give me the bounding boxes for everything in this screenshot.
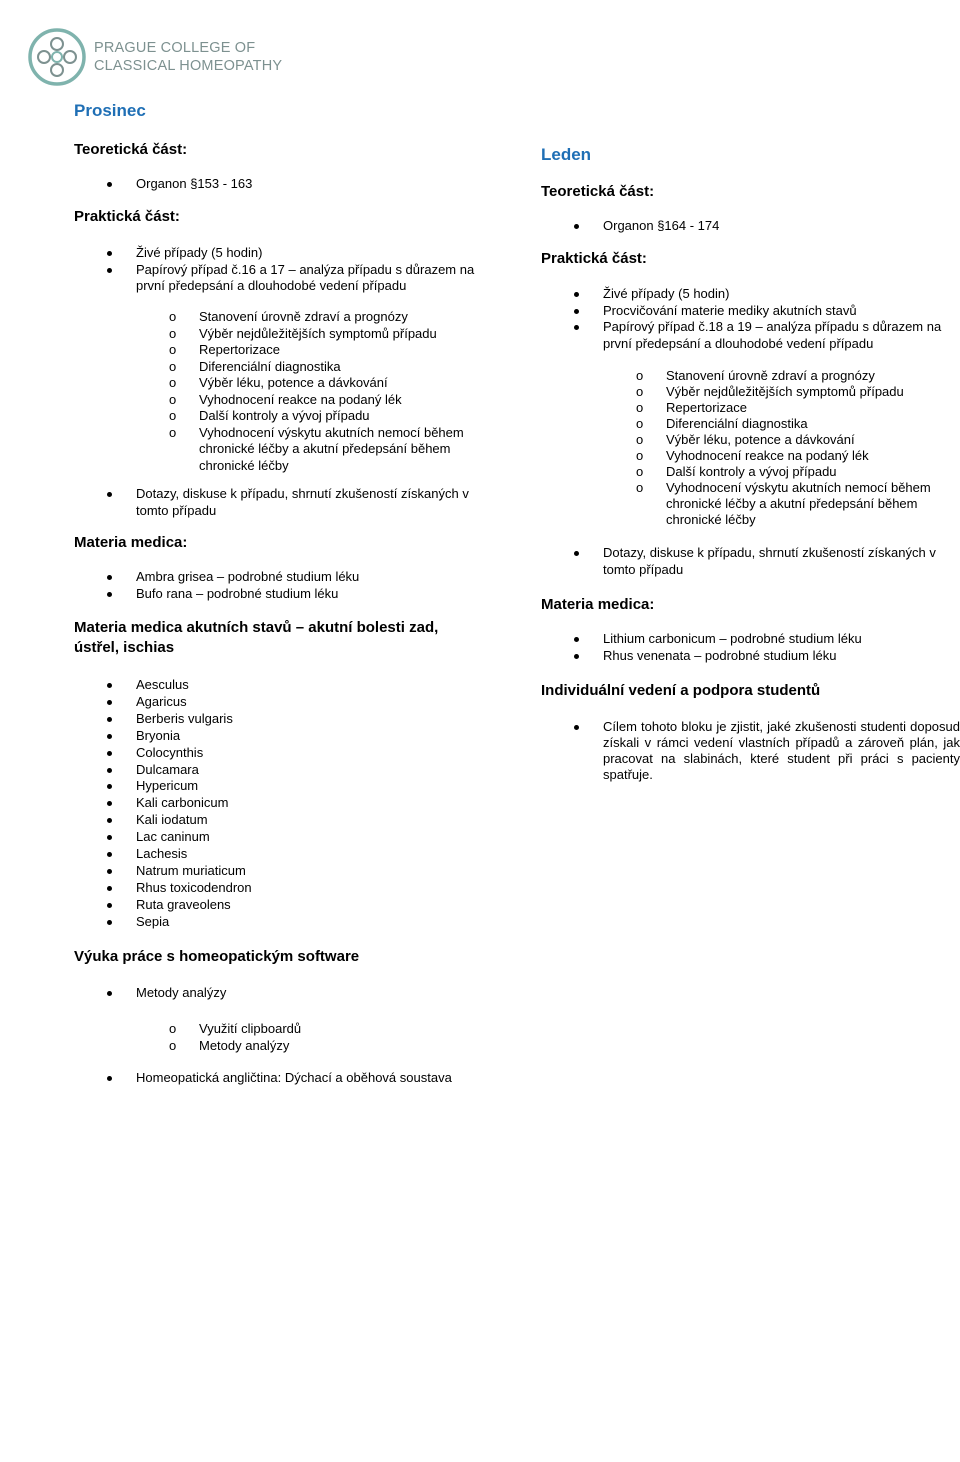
- software-list: [74, 985, 494, 1002]
- list-item: o Vyhodnocení reakce na podaný lék: [74, 392, 494, 409]
- list-item: Ruta graveolens: [74, 897, 494, 914]
- list-item: o Vyhodnocení reakce na podaný lék: [541, 448, 960, 464]
- list-item: Lachesis: [74, 846, 494, 863]
- acute-heading: Materia medica akutních stavů – akutní bolesti zad, ústřel, ischias: [74, 619, 439, 656]
- list-item: o Vyhodnocení výskytu akutních nemocí během chronické léčby a akutní předepsání během chronické léčby: [541, 480, 960, 528]
- theory-heading: Teoretická část:: [541, 183, 655, 200]
- list-item: Metody analýzy: [74, 985, 494, 1002]
- list-item: Rhus toxicodendron: [74, 880, 494, 897]
- logo-emblem-icon: [28, 28, 86, 86]
- support-heading: Individuální vedení a podpora studentů: [541, 682, 821, 699]
- list-item: Ambra grisea – podrobné studium léku: [74, 569, 494, 586]
- list-item: o Stanovení úrovně zdraví a prognózy: [74, 309, 494, 326]
- list-item: Dulcamara: [74, 762, 494, 779]
- list-item: Sepia: [74, 914, 494, 931]
- practical-list: [74, 245, 494, 295]
- list-item: o Výběr nejdůležitějších symptomů případu: [74, 326, 494, 343]
- list-item: Papírový případ č.18 a 19 – analýza případu s důrazem na první předepsání a dlouhodobé vedení případu: [541, 319, 960, 352]
- materia-heading: Materia medica:: [541, 596, 655, 613]
- practical-list: [541, 286, 960, 352]
- list-item: Živé případy (5 hodin): [541, 286, 960, 303]
- materia-list: [541, 631, 960, 664]
- list-item: o Další kontroly a vývoj případu: [74, 408, 494, 425]
- list-item: o Repertorizace: [74, 342, 494, 359]
- list-item: o Repertorizace: [541, 400, 960, 416]
- list-item: Homeopatická angličtina: Dýchací a oběhová soustava: [74, 1070, 514, 1087]
- list-item: Papírový případ č.16 a 17 – analýza případu s důrazem na první předepsání a dlouhodobé vedení případu: [74, 262, 494, 295]
- list-item: Dotazy, diskuse k případu, shrnutí zkušeností získaných v tomto případu: [74, 486, 494, 519]
- list-item: o Výběr léku, potence a dávkování: [541, 432, 960, 448]
- list-item: Colocynthis: [74, 745, 494, 762]
- materia-heading: Materia medica:: [74, 534, 188, 551]
- software-sub-list: [74, 1021, 494, 1054]
- list-item: o Výběr léku, potence a dávkování: [74, 375, 494, 392]
- list-item: Lac caninum: [74, 829, 494, 846]
- software-heading: Výuka práce s homeopatickým software: [74, 948, 360, 965]
- theory-heading: Teoretická část:: [74, 141, 188, 158]
- list-item: Agaricus: [74, 694, 494, 711]
- list-item: Lithium carbonicum – podrobné studium léku: [541, 631, 960, 648]
- list-item: Kali carbonicum: [74, 795, 494, 812]
- month-title: Leden: [541, 145, 592, 164]
- list-item: o Metody analýzy: [74, 1038, 494, 1055]
- logo-text: [94, 39, 282, 75]
- list-item: o Výběr nejdůležitějších symptomů případu: [541, 384, 960, 400]
- list-item: o Využití clipboardů: [74, 1021, 494, 1038]
- list-item: Rhus venenata – podrobné studium léku: [541, 648, 960, 665]
- support-list: [541, 719, 960, 783]
- logo-line-1: PRAGUE COLLEGE OF: [94, 40, 256, 56]
- acute-list: [74, 677, 494, 931]
- list-item: o Diferenciální diagnostika: [541, 416, 960, 432]
- list-item: Živé případy (5 hodin): [74, 245, 494, 262]
- steps-list: [541, 368, 960, 528]
- theory-list: [541, 218, 960, 235]
- list-item: Hypericum: [74, 778, 494, 795]
- logo-line-2: CLASSICAL HOMEOPATHY: [94, 58, 283, 74]
- list-item: Procvičování materie mediky akutních stavů: [541, 303, 960, 320]
- list-item: o Stanovení úrovně zdraví a prognózy: [541, 368, 960, 384]
- list-item: Bryonia: [74, 728, 494, 745]
- practical-heading: Praktická část:: [541, 250, 647, 267]
- practical-heading: Praktická část:: [74, 208, 180, 225]
- list-item: o Vyhodnocení výskytu akutních nemocí během chronické léčby a akutní předepsání během chronické léčby: [74, 425, 494, 475]
- list-item: Natrum muriaticum: [74, 863, 494, 880]
- list-item: o Další kontroly a vývoj případu: [541, 464, 960, 480]
- theory-list: [74, 176, 494, 193]
- materia-list: [74, 569, 494, 602]
- discussion-list: [541, 545, 960, 578]
- list-item: Cílem tohoto bloku je zjistit, jaké zkušenosti studenti doposud získali v rámci vedení vlastních případů a zároveň plán, jak pracovat na slabinách, které student při práci s pacienty spatřuje.: [541, 719, 960, 783]
- list-item: Bufo rana – podrobné studium léku: [74, 586, 494, 603]
- list-item: Organon §164 - 174: [541, 218, 960, 235]
- list-item: Berberis vulgaris: [74, 711, 494, 728]
- list-item: Organon §153 - 163: [74, 176, 494, 193]
- list-item: o Diferenciální diagnostika: [74, 359, 494, 376]
- discussion-list: [74, 486, 494, 519]
- steps-list: [74, 309, 494, 474]
- list-item: Aesculus: [74, 677, 494, 694]
- list-item: Dotazy, diskuse k případu, shrnutí zkušeností získaných v tomto případu: [541, 545, 960, 578]
- english-list: [74, 1070, 514, 1087]
- month-title: Prosinec: [74, 101, 146, 120]
- college-logo: [28, 28, 282, 86]
- list-item: Kali iodatum: [74, 812, 494, 829]
